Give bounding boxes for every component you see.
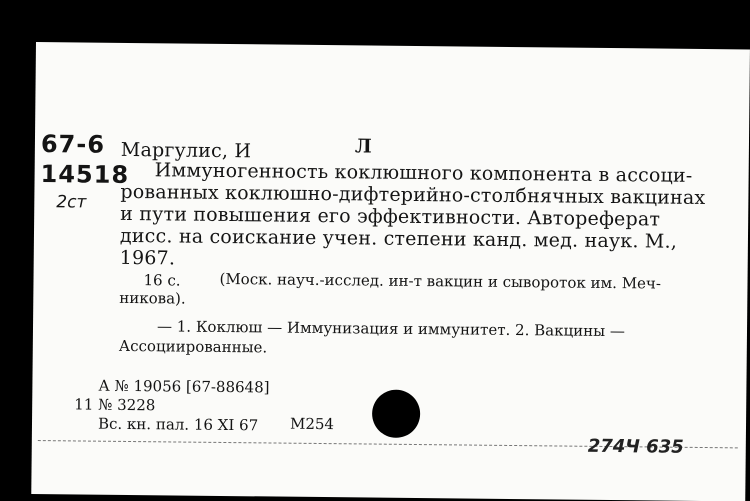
catalog-card: [31, 42, 750, 501]
title-line-1: Иммуногенность коклюшного компонента в ассоци-: [154, 159, 693, 187]
catalog-number: А № 19056 [67-88648]: [98, 376, 270, 397]
card-author: Маргулис, И: [120, 138, 252, 163]
institution-line-1: (Моск. науч.-исслед. ин-т вакцин и сывороток им. Меч-: [219, 269, 662, 293]
handwritten-note: 2ст: [56, 192, 87, 213]
institution-line-2: никова).: [119, 288, 186, 308]
title-line-5: 1967.: [119, 246, 176, 270]
card-pages: 16 с.: [143, 271, 181, 290]
handwritten-code-top: 67-6: [40, 130, 106, 159]
item-number: № 3228: [98, 395, 156, 415]
handwritten-code-bottom: 14518: [40, 160, 130, 189]
title-line-3: и пути повышения его эффективности. Автореферат: [120, 202, 661, 231]
handwritten-stamp: 274Ч 635: [587, 435, 684, 458]
card-author-letter: Л: [354, 135, 373, 158]
title-line-4: дисс. на соискание учен. степени канд. мед. наук. М.,: [119, 224, 678, 253]
pallet-info: Вс. кн. пал. 16 XI 67: [97, 414, 259, 435]
card-prefix: 11: [74, 395, 94, 414]
card-code: М254: [289, 414, 335, 434]
subjects-line-2: Ассоциированные.: [118, 336, 268, 357]
title-line-2: рованных коклюшно-дифтерийно-столбнячных вакцинах: [120, 180, 706, 210]
subjects-line-1: — 1. Коклюш — Иммунизация и иммунитет. 2. Вакцины —: [156, 317, 625, 341]
punch-hole: [372, 390, 421, 439]
